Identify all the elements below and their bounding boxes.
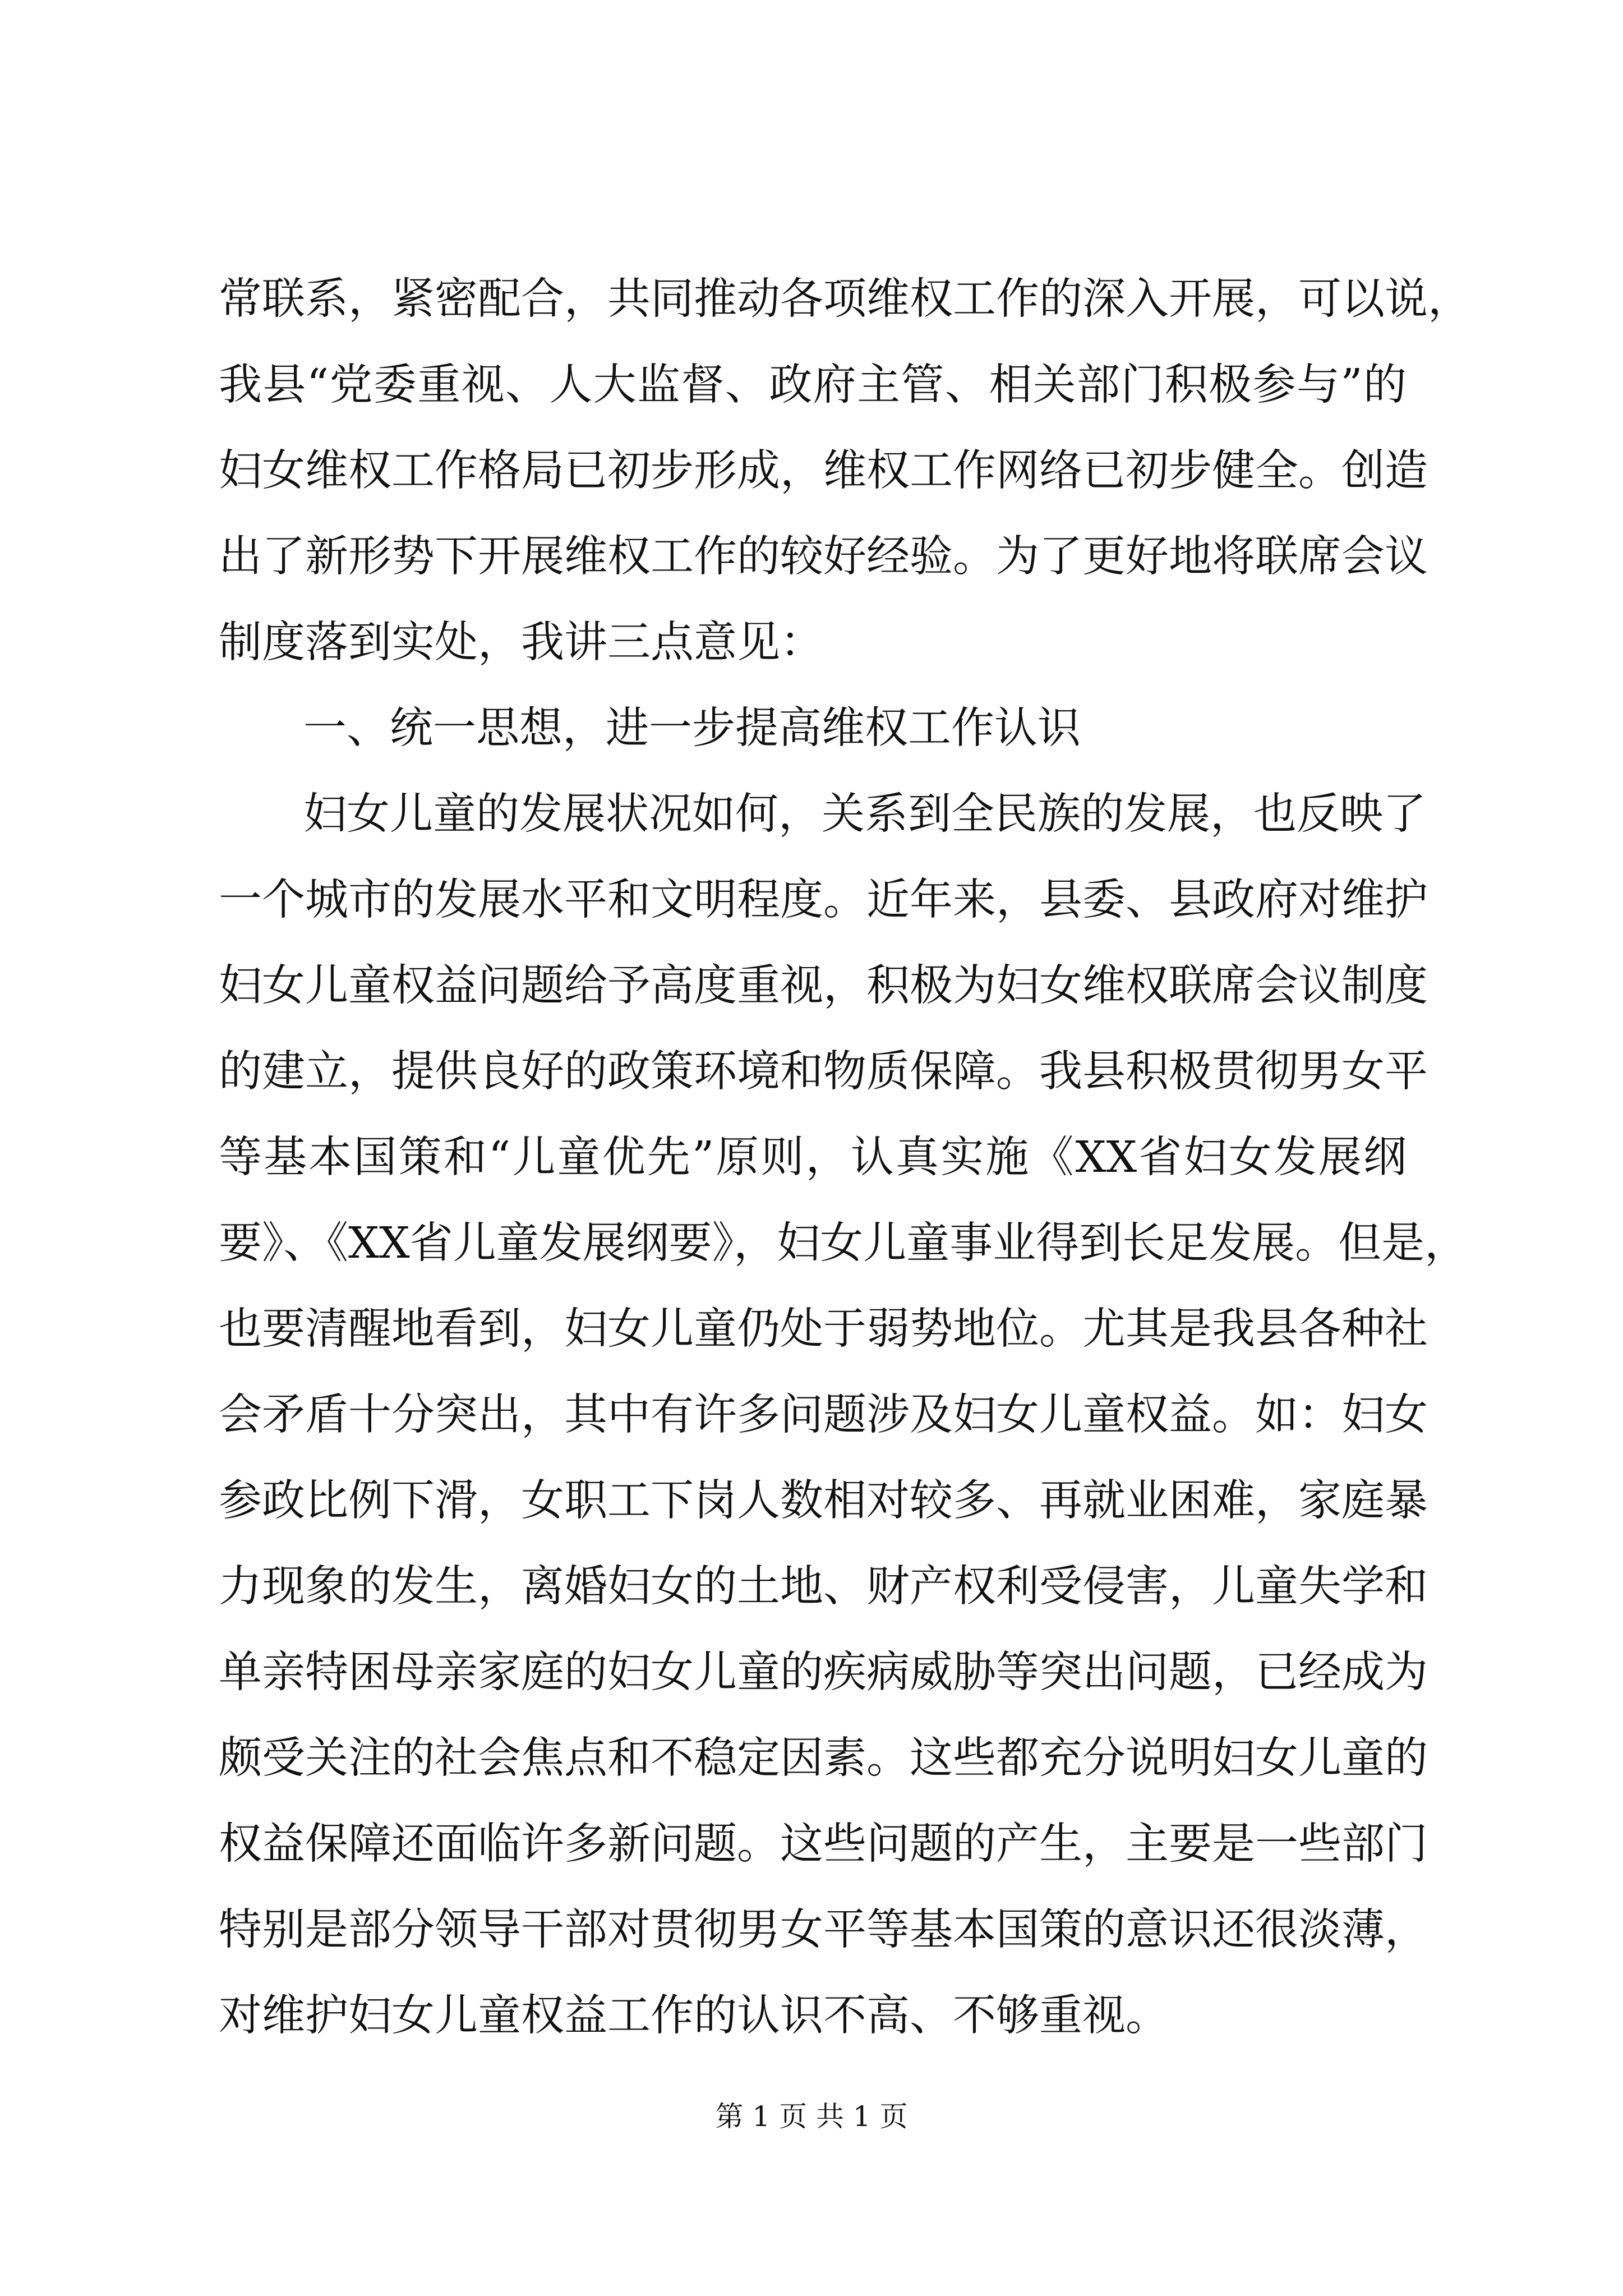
text-line: 单亲特困母亲家庭的妇女儿童的疾病威胁等突出问题，已经成为 (219, 1648, 1428, 1697)
text-line: 等基本国策和“儿童优先”原则，认真实施《XX省妇女发展纲 (219, 1133, 1407, 1182)
text-line: 的建立，提供良好的政策环境和物质保障。我县积极贯彻男女平 (219, 1047, 1428, 1097)
text-line: 参政比例下滑，女职工下岗人数相对较多、再就业困难，家庭暴 (219, 1476, 1428, 1526)
text-line: 制度落到实处，我讲三点意见： (219, 618, 823, 668)
text-line: 一个城市的发展水平和文明程度。近年来，县委、县政府对维护 (219, 875, 1428, 925)
text-line: 我县“党委重视、人大监督、政府主管、相关部门积极参与”的 (219, 360, 1407, 410)
text-line: 特别是部分领导干部对贯彻男女平等基本国策的意识还很淡薄， (219, 1905, 1428, 1955)
page-number-footer: 第 1 页 共 1 页 (715, 2100, 908, 2133)
text-line: 力现象的发生，离婚妇女的土地、财产权利受侵害，儿童失学和 (219, 1562, 1428, 1612)
text-line: 也要清醒地看到，妇女儿童仍处于弱势地位。尤其是我县各种社 (219, 1304, 1428, 1354)
paragraph-first-line: 妇女儿童的发展状况如何，关系到全民族的发展，也反映了 (303, 789, 1426, 839)
text-line: 颇受关注的社会焦点和不稳定因素。这些都充分说明妇女儿童的 (219, 1733, 1428, 1783)
text-line: 妇女维权工作格局已初步形成，维权工作网络已初步健全。创造 (219, 446, 1428, 496)
section-heading: 一、统一思想，进一步提高维权工作认识 (303, 703, 1081, 753)
text-line: 对维护妇女儿童权益工作的认识不高、不够重视。 (219, 1991, 1169, 2041)
text-line: 要》、《XX省儿童发展纲要》，妇女儿童事业得到长足发展。但是， (219, 1218, 1468, 1268)
text-line: 权益保障还面临许多新问题。这些问题的产生，主要是一些部门 (219, 1819, 1428, 1869)
text-line: 出了新形势下开展维权工作的较好经验。为了更好地将联席会议 (219, 532, 1428, 582)
text-line: 会矛盾十分突出，其中有许多问题涉及妇女儿童权益。如：妇女 (219, 1390, 1428, 1440)
text-line: 妇女儿童权益问题给予高度重视，积极为妇女维权联席会议制度 (219, 961, 1428, 1011)
text-line: 常联系，紧密配合，共同推动各项维权工作的深入开展，可以说， (219, 274, 1471, 324)
